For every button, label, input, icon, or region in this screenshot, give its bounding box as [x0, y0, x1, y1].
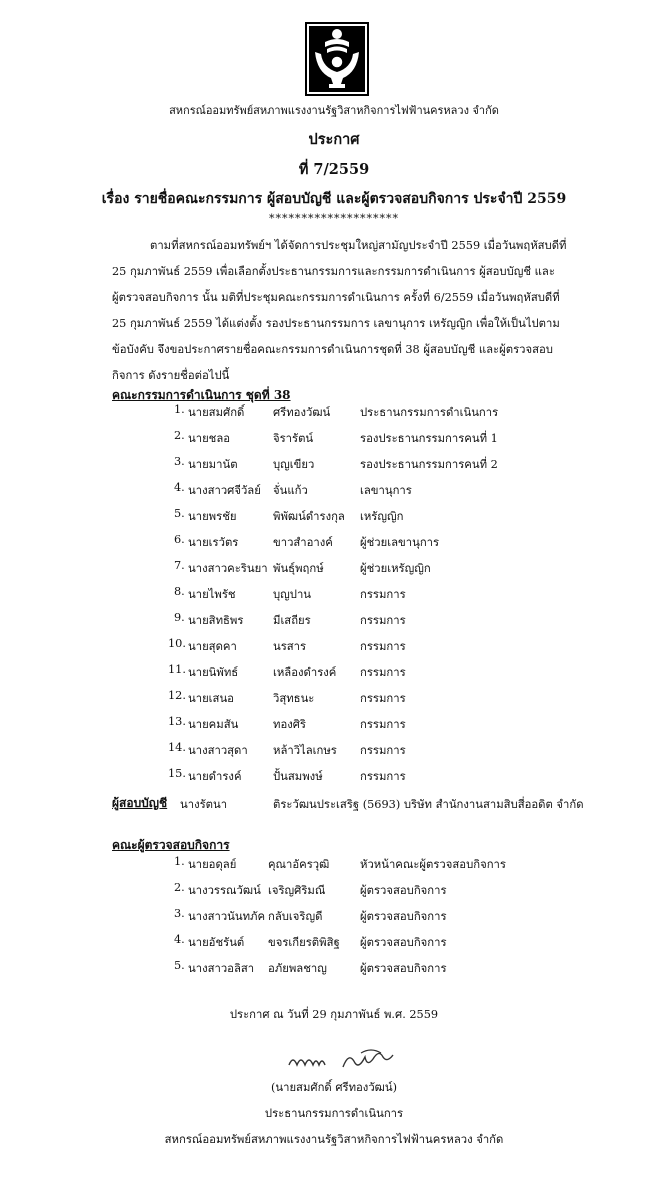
member-first-name: นายเสนอ — [188, 692, 234, 705]
member-last-name: ทองศิริ — [273, 718, 306, 731]
divider-stars: ******************** — [269, 212, 399, 225]
member-number: 8. — [174, 585, 185, 598]
inspector-first-name: นางวรรณวัฒน์ — [188, 884, 261, 897]
intro-line: 25 กุมภาพันธ์ 2559 ได้แต่งตั้ง รองประธานกรรมการ เลขานุการ เหรัญญิก เพื่อให้เป็นไปตาม — [112, 317, 560, 330]
intro-line: ตามที่สหกรณ์ออมทรัพย์ฯ ได้จัดการประชุมใหญ่สามัญประจำปี 2559 เมื่อวันพฤหัสบดีที่ — [150, 239, 567, 252]
member-last-name: ศรีทองวัฒน์ — [273, 406, 331, 419]
member-position: กรรมการ — [360, 614, 406, 627]
committee-row — [0, 533, 668, 553]
member-first-name: นางสาวศจีวัลย์ — [188, 484, 261, 497]
inspectors-heading: คณะผู้ตรวจสอบกิจการ — [112, 838, 230, 852]
member-last-name: พิพัฒน์ดำรงกุล — [273, 510, 345, 523]
member-last-name: หล้าวิไลเกษร — [273, 744, 337, 757]
intro-line: กิจการ ดังรายชื่อต่อไปนี้ — [112, 369, 230, 382]
inspector-number: 1. — [174, 855, 185, 868]
intro-line: ข้อบังคับ จึงขอประกาศรายชื่อคณะกรรมการดำเนินการชุดที่ 38 ผู้สอบบัญชี และผู้ตรวจสอบ — [112, 343, 553, 356]
member-position: กรรมการ — [360, 718, 406, 731]
inspector-last-name: กลับเจริญดี — [268, 910, 323, 923]
inspector-last-name: เจริญศิริมณี — [268, 884, 326, 897]
inspector-position: ผู้ตรวจสอบกิจการ — [360, 936, 447, 949]
member-position: กรรมการ — [360, 588, 406, 601]
member-number: 14. — [168, 741, 186, 754]
committee-row — [0, 767, 668, 787]
inspector-number: 2. — [174, 881, 185, 894]
member-number: 2. — [174, 429, 185, 442]
inspector-last-name: ขจรเกียรติพิสิฐ — [268, 936, 340, 949]
member-first-name: นายสมศักดิ์ — [188, 406, 245, 419]
member-position: กรรมการ — [360, 770, 406, 783]
member-position: รองประธานกรรมการคนที่ 1 — [360, 432, 498, 445]
member-number: 13. — [168, 715, 186, 728]
cooperative-logo-icon — [305, 22, 369, 96]
committee-row — [0, 741, 668, 761]
inspector-number: 3. — [174, 907, 185, 920]
member-number: 12. — [168, 689, 186, 702]
committee-row — [0, 403, 668, 423]
member-first-name: นายไพรัช — [188, 588, 236, 601]
member-position: รองประธานกรรมการคนที่ 2 — [360, 458, 498, 471]
member-number: 4. — [174, 481, 185, 494]
member-first-name: นายชลอ — [188, 432, 231, 445]
member-number: 15. — [168, 767, 186, 780]
committee-row — [0, 429, 668, 449]
member-position: กรรมการ — [360, 640, 406, 653]
member-first-name: นายพรชัย — [188, 510, 237, 523]
member-number: 9. — [174, 611, 185, 624]
inspector-first-name: นายอดุลย์ — [188, 858, 237, 871]
inspector-row — [0, 907, 668, 927]
member-last-name: เหลืองดำรงค์ — [273, 666, 337, 679]
auditor-label: ผู้สอบบัญชี — [112, 796, 168, 810]
member-number: 6. — [174, 533, 185, 546]
member-first-name: นายดำรงค์ — [188, 770, 242, 783]
member-position: ผู้ช่วยเลขานุการ — [360, 536, 440, 549]
member-last-name: ขาวสำอางค์ — [273, 536, 333, 549]
committee-row — [0, 611, 668, 631]
member-first-name: นายเรวัตร — [188, 536, 239, 549]
member-number: 7. — [174, 559, 185, 572]
member-position: ผู้ช่วยเหรัญญิก — [360, 562, 431, 575]
committee-row — [0, 637, 668, 657]
member-first-name: นางสาวสุดา — [188, 744, 248, 757]
member-number: 3. — [174, 455, 185, 468]
member-last-name: บุญเขียว — [273, 458, 315, 471]
member-first-name: นายมานัต — [188, 458, 238, 471]
committee-row — [0, 455, 668, 475]
announcement-number: ที่ 7/2559 — [298, 161, 370, 178]
inspector-first-name: นางสาวอลิสา — [188, 962, 255, 975]
signer-name: (นายสมศักดิ์ ศรีทองวัฒน์) — [270, 1081, 398, 1094]
member-number: 10. — [168, 637, 186, 650]
member-last-name: มีเสถียร — [273, 614, 311, 627]
inspector-row — [0, 933, 668, 953]
member-first-name: นางสาวคะรินยา — [188, 562, 268, 575]
member-last-name: นรสาร — [273, 640, 307, 653]
inspector-position: หัวหน้าคณะผู้ตรวจสอบกิจการ — [360, 858, 506, 871]
auditor-detail: ติระวัฒนประเสริฐ (5693) บริษัท สำนักงานสามสิบสี่ออดิต จำกัด — [273, 798, 584, 811]
committee-row — [0, 559, 668, 579]
footer-org-name: สหกรณ์ออมทรัพย์สหภาพแรงงานรัฐวิสาหกิจการไฟฟ้านครหลวง จำกัด — [164, 1133, 504, 1146]
member-first-name: นายนิพัทธ์ — [188, 666, 239, 679]
intro-line: ผู้ตรวจสอบกิจการ นั้น มติที่ประชุมคณะกรรมการดำเนินการ ครั้งที่ 6/2559 เมื่อวันพฤหัสบดีที่ — [112, 291, 560, 304]
committee-row — [0, 663, 668, 683]
member-last-name: บุญปาน — [273, 588, 312, 601]
signature-icon — [285, 1043, 415, 1077]
member-number: 1. — [174, 403, 185, 416]
member-position: เหรัญญิก — [360, 510, 404, 523]
intro-line: 25 กุมภาพันธ์ 2559 เพื่อเลือกตั้งประธานกรรมการและกรรมการดำเนินการ ผู้สอบบัญชี และ — [112, 265, 555, 278]
inspector-row — [0, 855, 668, 875]
inspector-first-name: นายอัชรันต์ — [188, 936, 245, 949]
inspector-row — [0, 959, 668, 979]
member-last-name: พันธุ์พฤกษ์ — [273, 562, 324, 575]
member-number: 5. — [174, 507, 185, 520]
inspector-last-name: คุณาอัครวุฒิ — [268, 858, 330, 871]
member-position: เลขานุการ — [360, 484, 412, 497]
committee-heading: คณะกรรมการดำเนินการ ชุดที่ 38 — [112, 388, 291, 402]
member-position: กรรมการ — [360, 744, 406, 757]
inspector-position: ผู้ตรวจสอบกิจการ — [360, 962, 447, 975]
inspector-row — [0, 881, 668, 901]
member-last-name: วิสุทธนะ — [273, 692, 315, 705]
member-first-name: นายสิทธิพร — [188, 614, 244, 627]
auditor-first-name: นางรัตนา — [180, 798, 228, 811]
org-name-header: สหกรณ์ออมทรัพย์สหภาพแรงงานรัฐวิสาหกิจการไฟฟ้านครหลวง จำกัด — [169, 104, 499, 117]
committee-row — [0, 585, 668, 605]
inspector-position: ผู้ตรวจสอบกิจการ — [360, 884, 447, 897]
member-position: กรรมการ — [360, 692, 406, 705]
committee-row — [0, 481, 668, 501]
member-last-name: ปั้นสมพงษ์ — [273, 770, 323, 783]
member-number: 11. — [168, 663, 186, 676]
announce-date: ประกาศ ณ วันที่ 29 กุมภาพันธ์ พ.ศ. 2559 — [229, 1008, 439, 1021]
announcement-subject: เรื่อง รายชื่อคณะกรรมการ ผู้สอบบัญชี และผู้ตรวจสอบกิจการ ประจำปี 2559 — [101, 191, 567, 207]
member-first-name: นายคมสัน — [188, 718, 239, 731]
member-last-name: จั่นแก้ว — [273, 484, 308, 497]
member-position: กรรมการ — [360, 666, 406, 679]
inspector-first-name: นางสาวนันทภัค — [188, 910, 266, 923]
committee-row — [0, 715, 668, 735]
inspector-position: ผู้ตรวจสอบกิจการ — [360, 910, 447, 923]
signer-title: ประธานกรรมการดำเนินการ — [264, 1107, 404, 1120]
member-first-name: นายสุดคา — [188, 640, 237, 653]
member-last-name: จิรารัตน์ — [273, 432, 314, 445]
announcement-title: ประกาศ — [308, 131, 360, 148]
committee-row — [0, 507, 668, 527]
committee-row — [0, 689, 668, 709]
inspector-number: 5. — [174, 959, 185, 972]
member-position: ประธานกรรมการดำเนินการ — [360, 406, 499, 419]
inspector-last-name: อภัยพลชาญ — [268, 962, 327, 975]
inspector-number: 4. — [174, 933, 185, 946]
